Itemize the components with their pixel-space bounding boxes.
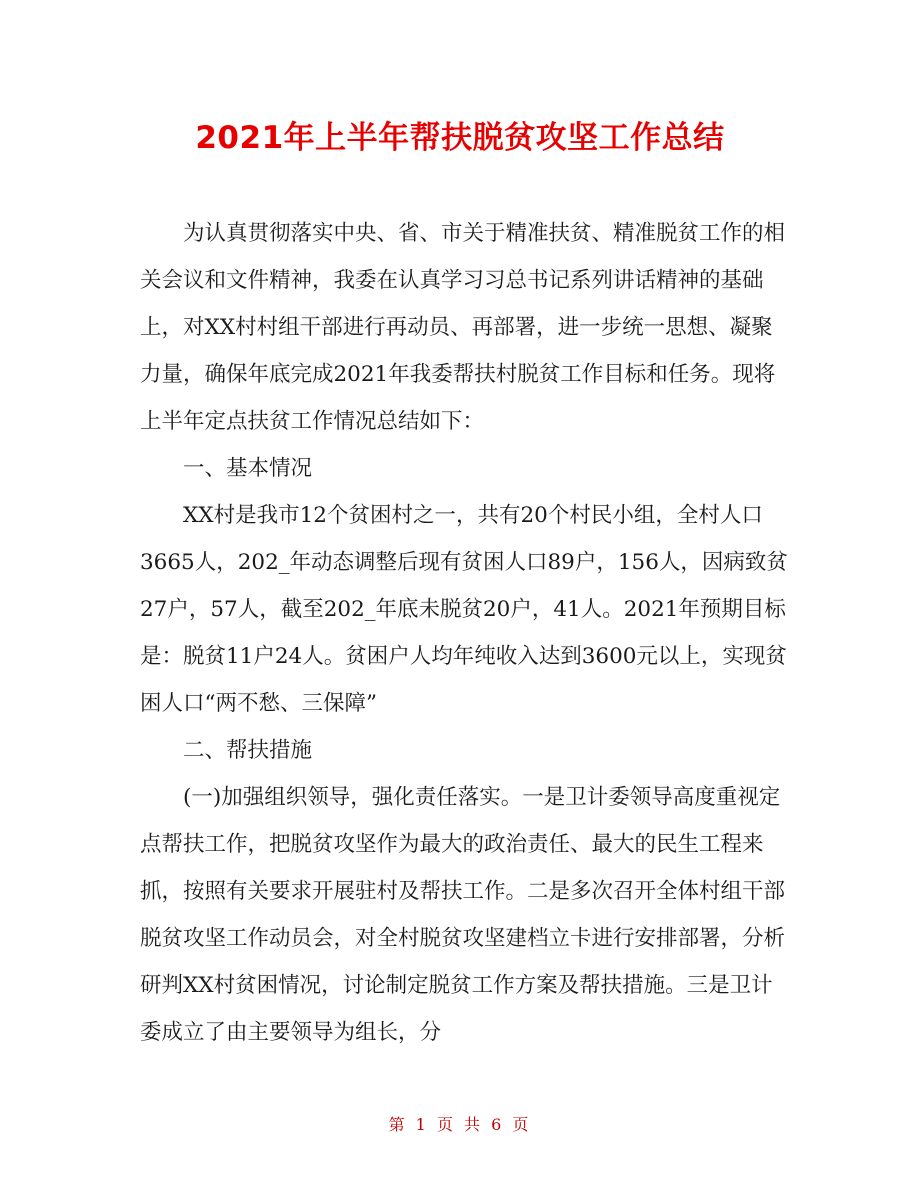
basic-situation-paragraph: XX村是我市12个贫困村之一，共有20个村民小组，全村人口3665人，202_年动态调整后现有贫困人口89户，156人，因病致贫27户，57人，截至202_年底未脱贫20户，41人。2021年预期目标是：脱贫11户24人。贫困户人均年纯收入达到3600元以上，实现贫困人口“两不愁、三保障” — [140, 503, 788, 716]
document-body — [140, 210, 790, 1056]
assistance-measures-paragraph: (一)加强组织领导，强化责任落实。一是卫计委领导高度重视定点帮扶工作，把脱贫攻坚作为最大的政治责任、最大的民生工程来抓，按照有关要求开展驻村及帮扶工作。二是多次召开全体村组干部脱贫攻坚工作动员会，对全村脱贫攻坚建档立卡进行安排部署，分析研判XX村贫困情况，讨论制定脱贫工作方案及帮扶措施。三是卫计委成立了由主要领导为组长，分 — [140, 785, 786, 1045]
intro-paragraph: 为认真贯彻落实中央、省、市关于精准扶贫、精准脱贫工作的相关会议和文件精神，我委在认真学习习总书记系列讲话精神的基础上，对XX村村组干部进行再动员、再部署，进一步统一思想、凝聚力量，确保年底完成2021年我委帮扶村脱贫工作目标和任务。现将上半年定点扶贫工作情况总结如下： — [140, 221, 786, 434]
page-footer: 第 1 页 共 6 页 — [388, 1115, 532, 1134]
document-title: 2021年上半年帮扶脱贫攻坚工作总结 — [195, 120, 725, 156]
section-heading-basic-situation: 一、基本情况 — [183, 456, 313, 481]
section-heading-assistance-measures: 二、帮扶措施 — [183, 738, 313, 763]
